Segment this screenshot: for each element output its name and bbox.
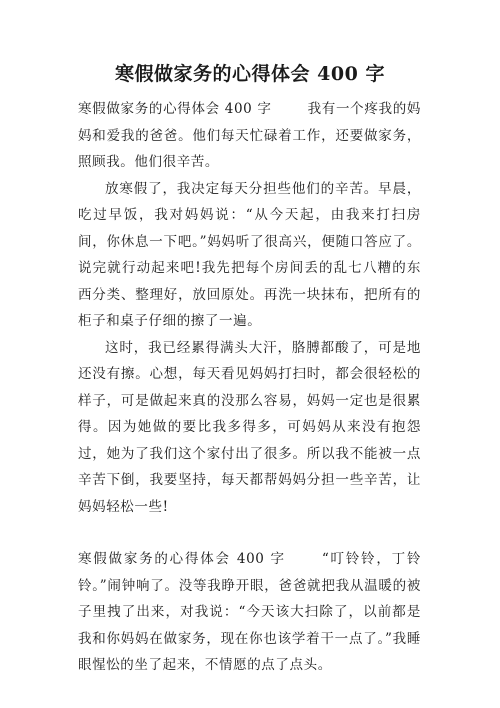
paragraph-1-heading: 寒假做家务的心得体会 400 字 bbox=[78, 101, 272, 117]
paragraph-4 bbox=[78, 546, 421, 679]
paragraph-1 bbox=[78, 96, 421, 176]
paragraph-4-heading: 寒假做家务的心得体会 400 字 bbox=[78, 551, 286, 567]
document-body bbox=[78, 96, 421, 679]
paragraph-2: 放寒假了，我决定每天分担些他们的辛苦。早晨，吃过早饭，我对妈妈说：“从今天起，由我来打扫房间，你休息一下吧。”妈妈听了很高兴，便随口答应了。说完就行动起来吧!我先把每个房间丢的乱七八糟的东西分类、整理好，放回原处。再洗一块抹布，把所有的柜子和桌子仔细的擦了一遍。 bbox=[78, 180, 421, 329]
paragraph-1-text: 我有一个疼我的妈妈和爱我的爸爸。他们每天忙碌着工作，还要做家务，照顾我。他们很辛苦。 bbox=[78, 101, 421, 170]
document-title: 寒假做家务的心得体会 400 字 bbox=[115, 63, 385, 85]
paragraph-3: 这时，我已经累得满头大汗，胳膊都酸了，可是地还没有擦。心想，每天看见妈妈打扫时，都会很轻松的样子，可是做起来真的没那么容易，妈妈一定也是很累得。因为她做的要比我多得多，可妈妈从来没有抱怨过，她为了我们这个家付出了很多。所以我不能被一点辛苦下倒，我要坚持，每天都帮妈妈分担一些辛苦，让妈妈轻松一些! bbox=[78, 339, 421, 515]
paragraph-4-text: “叮铃铃，丁铃铃。”闹钟响了。没等我睁开眼，爸爸就把我从温暖的被子里拽了出来，对我说：“今天该大扫除了，以前都是我和你妈妈在做家务，现在你也该学着干一点了。”我睡眼惺忪的坐了起来，不情愿的点了点头。 bbox=[78, 551, 421, 673]
